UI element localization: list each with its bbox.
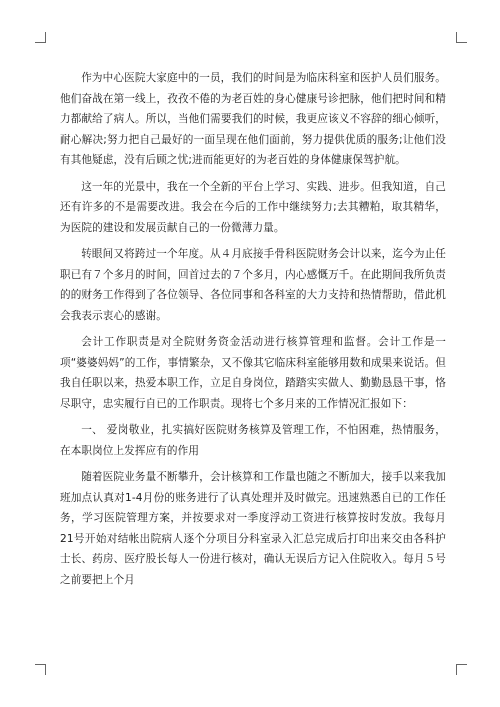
paragraph: 转眼间又将跨过一个年度。从４月底接手骨科医院财务会计以来，迄今为止任职已有７个多月的时间，回首过去的７个多月，内心感慨万千。在此期间我所负责的的财务工作得到了各位领导、各位同事和各科室的大力支持和热情帮助，借此机会我表示衷心的感谢。 xyxy=(60,248,446,322)
document-body xyxy=(60,68,446,596)
paragraph: 作为中心医院大家庭中的一员，我们的时间是为临床科室和医护人员们服务。他们奋战在第一线上，孜孜不倦的为老百姓的身心健康号诊把脉，他们把时间和精力都献给了病人。所以，当他们需要我们的时候，我更应该义不容辞的细心倾听，耐心解决;努力把自己最好的一面呈现在他们面前，努力提供优质的服务;让他们没有其他疑虑，没有后顾之忧;进而能更好的为老百姓的身体健康保驾护航。 xyxy=(60,72,446,166)
crop-mark-bottom-right xyxy=(456,664,467,675)
paragraph: 会计工作职责是对全院财务资金活动进行核算管理和监督。会计工作是一项“婆婆妈妈”的工作，事情繁杂，又不像其它临床科室能够用数和成果来说话。但我自任职以来，热爱本职工作，立足自身岗位，踏踏实实做人、勤勤恳恳干事，恪尽职守，忠实履行自已的工作职责。现将七个多月来的工作情况汇报如下： xyxy=(60,336,446,410)
paragraph: 这一年的光景中，我在一个全新的平台上学习、实践、进步。但我知道，自己还有许多的不是需要改进。我会在今后的工作中继续努力;去其糟粕，取其精华，为医院的建设和发展贡献自己的一份微薄力量。 xyxy=(60,180,446,234)
crop-mark-top-left xyxy=(35,32,46,43)
crop-mark-bottom-left xyxy=(35,664,46,675)
section-heading: 一、 爱岗敬业，扎实搞好医院财务核算及管理工作，不怕困难，热情服务，在本职岗位上发挥应有的作用 xyxy=(60,424,446,457)
crop-mark-top-right xyxy=(456,32,467,43)
paragraph: 随着医院业务量不断攀升，会计核算和工作量也随之不断加大，接手以来我加班加点认真对1-4月份的账务进行了认真处理并及时做完。迅速熟悉自已的工作任务，学习医院管理方案，并按要求对一季度浮动工资进行核算按时发放。我每月21号开始对结帐出院病人逐个分项目分科室录入汇总完成后打印出来交由各科护士长、药房、医疗股长每人一份进行核对，确认无误后方记入住院收入。每月５号之前要把上个月 xyxy=(60,471,446,586)
